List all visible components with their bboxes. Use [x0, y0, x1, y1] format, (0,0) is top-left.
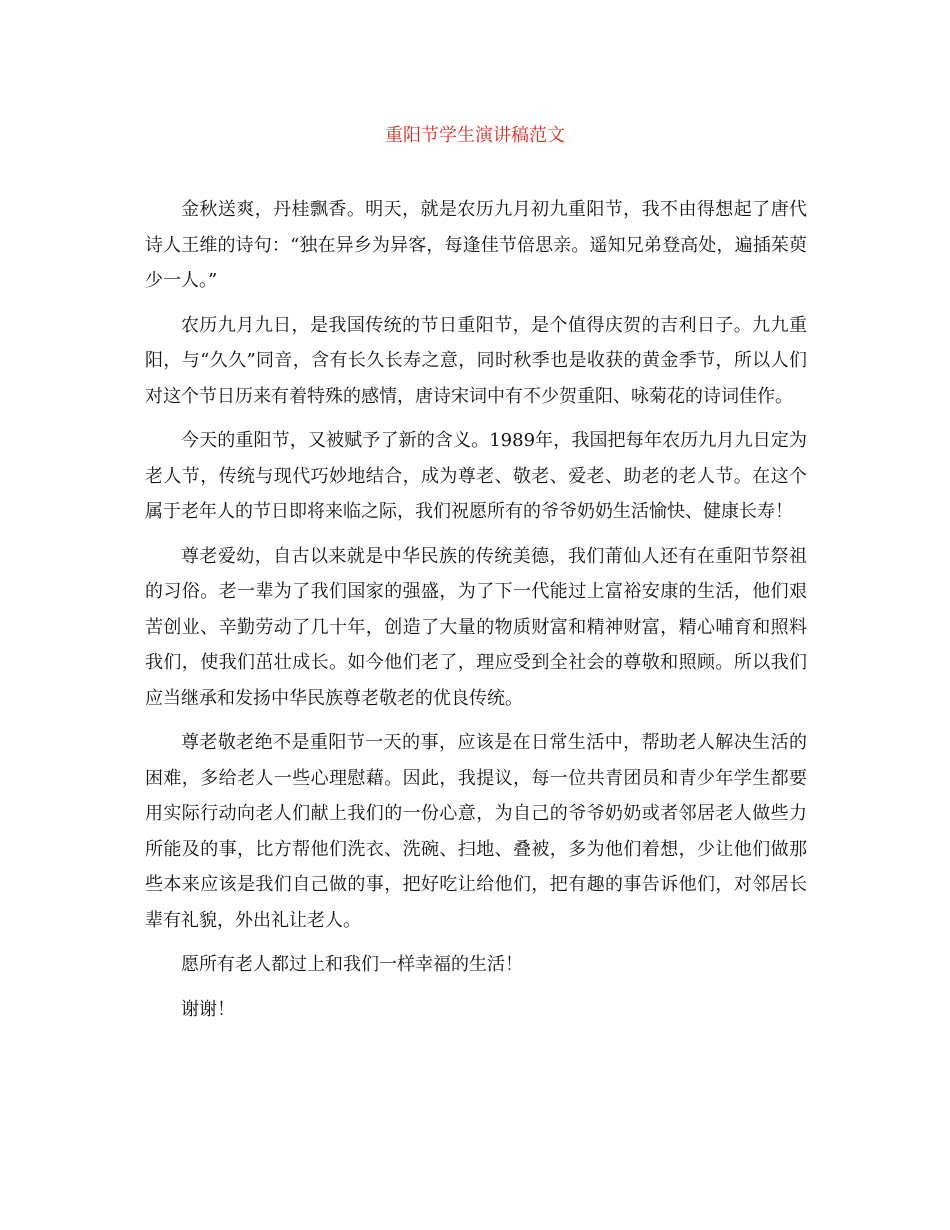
paragraph-3: 今天的重阳节，又被赋予了新的含义。1989年，我国把每年农历九月九日定为老人节，传统与现代巧妙地结合，成为尊老、敬老、爱老、助老的老人节。在这个属于老年人的节日即将来临之际，我们祝愿所有的爷爷奶奶生活愉快、健康长寿！: [145, 430, 807, 522]
paragraph-6: 愿所有老人都过上和我们一样幸福的生活！: [181, 954, 523, 975]
paragraph-1: 金秋送爽，丹桂飘香。明天，就是农历九月初九重阳节，我不由得想起了唐代诗人王维的诗句：“独在异乡为异客，每逢佳节倍思亲。遥知兄弟登高处，遍插茱萸少一人。”: [145, 199, 807, 291]
paragraph-7: 谢谢！: [181, 998, 235, 1020]
paragraph-2: 农历九月九日，是我国传统的节日重阳节，是个值得庆贺的吉利日子。九九重阳，与“久久”同音，含有长久长寿之意，同时秋季也是收获的黄金季节，所以人们对这个节日历来有着特殊的感情，唐诗宋词中有不少贺重阳、咏菊花的诗词佳作。: [145, 314, 807, 407]
document-title: 重阳节学生演讲稿范文: [385, 125, 565, 146]
paragraph-4: 尊老爱幼，自古以来就是中华民族的传统美德，我们莆仙人还有在重阳节祭祖的习俗。老一辈为了我们国家的强盛，为了下一代能过上富裕安康的生活，他们艰苦创业、辛勤劳动了几十年，创造了大量的物质财富和精神财富，精心哺育和照料我们，使我们茁壮成长。如今他们老了，理应受到全社会的尊敬和照顾。所以我们应当继承和发扬中华民族尊老敬老的优良传统。: [145, 545, 807, 709]
document-body: [145, 192, 807, 1036]
paragraph-5: 尊老敬老绝不是重阳节一天的事，应该是在日常生活中，帮助老人解决生活的困难，多给老人一些心理慰藉。因此，我提议，每一位共青团员和青少年学生都要用实际行动向老人们献上我们的一份心意，为自己的爷爷奶奶或者邻居老人做些力所能及的事，比方帮他们洗衣、洗碗、扫地、叠被，多为他们着想，少让他们做那些本来应该是我们自己做的事，把好吃让给他们，把有趣的事告诉他们，对邻居长辈有礼貌，外出礼让老人。: [145, 732, 807, 931]
